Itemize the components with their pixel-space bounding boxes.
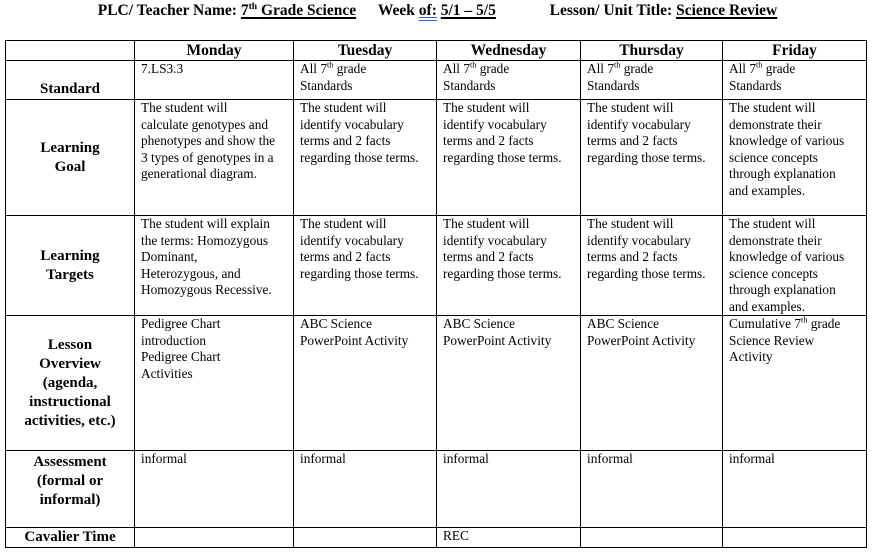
week-of-label: Week of: [377,2,437,19]
cell-assessment-wednesday: informal [437,451,581,528]
day-header-thursday: Thursday [581,41,723,61]
cell-assessment-thursday: informal [581,451,723,528]
week-range-value: 5/1 – 5/5 [440,2,496,19]
teacher-name-value: 7th Grade Science [240,0,357,19]
corner-cell [6,41,135,61]
row-label-standard: Standard [6,61,135,100]
cell-learning-targets-friday: The student will demonstrate their knowledge of various science concepts through explanation and examples. [723,216,867,316]
cell-cavalier-time-thursday [581,528,723,548]
row-label-cavalier-time: Cavalier Time [6,528,135,548]
cell-standard-tuesday: All 7th grade Standards [294,61,437,100]
day-header-row [6,41,867,61]
cell-assessment-tuesday: informal [294,451,437,528]
cell-assessment-monday: informal [135,451,294,528]
table-row-standard [6,61,867,100]
cell-learning-targets-thursday: The student will identify vocabulary terms and 2 facts regarding those terms. [581,216,723,316]
day-header-friday: Friday [723,41,867,61]
cell-lesson-overview-wednesday: ABC Science PowerPoint Activity [437,316,581,451]
cell-learning-goal-wednesday: The student will identify vocabulary terms and 2 facts regarding those terms. [437,100,581,216]
cell-cavalier-time-tuesday [294,528,437,548]
cell-standard-wednesday: All 7th grade Standards [437,61,581,100]
weekly-lesson-plan-table [5,40,867,548]
cell-learning-goal-thursday: The student will identify vocabulary terms and 2 facts regarding those terms. [581,100,723,216]
row-label-learning-targets: Learning Targets [6,216,135,316]
cell-learning-goal-tuesday: The student will identify vocabulary terms and 2 facts regarding those terms. [294,100,437,216]
plc-teacher-label: PLC/ Teacher Name: [97,2,237,19]
cell-standard-monday: 7.LS3.3 [135,61,294,100]
day-header-tuesday: Tuesday [294,41,437,61]
row-label-assessment: Assessment (formal or informal) [6,451,135,528]
cell-lesson-overview-monday: Pedigree Chart introduction Pedigree Chart Activities [135,316,294,451]
cell-learning-goal-monday: The student will calculate genotypes and phenotypes and show the 3 types of genotypes in a generational diagram. [135,100,294,216]
row-label-lesson-overview: Lesson Overview (agenda, instructional activities, etc.) [6,316,135,451]
table-row-cavalier-time [6,528,867,548]
cell-assessment-friday: informal [723,451,867,528]
cell-cavalier-time-monday [135,528,294,548]
document-header [0,1,875,21]
day-header-monday: Monday [135,41,294,61]
table-row-assessment [6,451,867,528]
day-header-wednesday: Wednesday [437,41,581,61]
cell-standard-friday: All 7th grade Standards [723,61,867,100]
table-row-learning-goal [6,100,867,216]
table-row-learning-targets [6,216,867,316]
lesson-unit-title-label: Lesson/ Unit Title: [549,2,673,19]
cell-learning-goal-friday: The student will demonstrate their knowledge of various science concepts through explanation and examples. [723,100,867,216]
row-label-learning-goal: Learning Goal [6,100,135,216]
table-row-lesson-overview [6,316,867,451]
cell-cavalier-time-wednesday: REC [437,528,581,548]
cell-lesson-overview-thursday: ABC Science PowerPoint Activity [581,316,723,451]
lesson-unit-title-value: Science Review [676,2,778,19]
cell-learning-targets-monday: The student will explain the terms: Homozygous Dominant, Heterozygous, and Homozygous Recessive. [135,216,294,316]
cell-learning-targets-wednesday: The student will identify vocabulary terms and 2 facts regarding those terms. [437,216,581,316]
cell-lesson-overview-friday: Cumulative 7th grade Science Review Activity [723,316,867,451]
cell-lesson-overview-tuesday: ABC Science PowerPoint Activity [294,316,437,451]
cell-cavalier-time-friday [723,528,867,548]
cell-learning-targets-tuesday: The student will identify vocabulary terms and 2 facts regarding those terms. [294,216,437,316]
cell-standard-thursday: All 7th grade Standards [581,61,723,100]
